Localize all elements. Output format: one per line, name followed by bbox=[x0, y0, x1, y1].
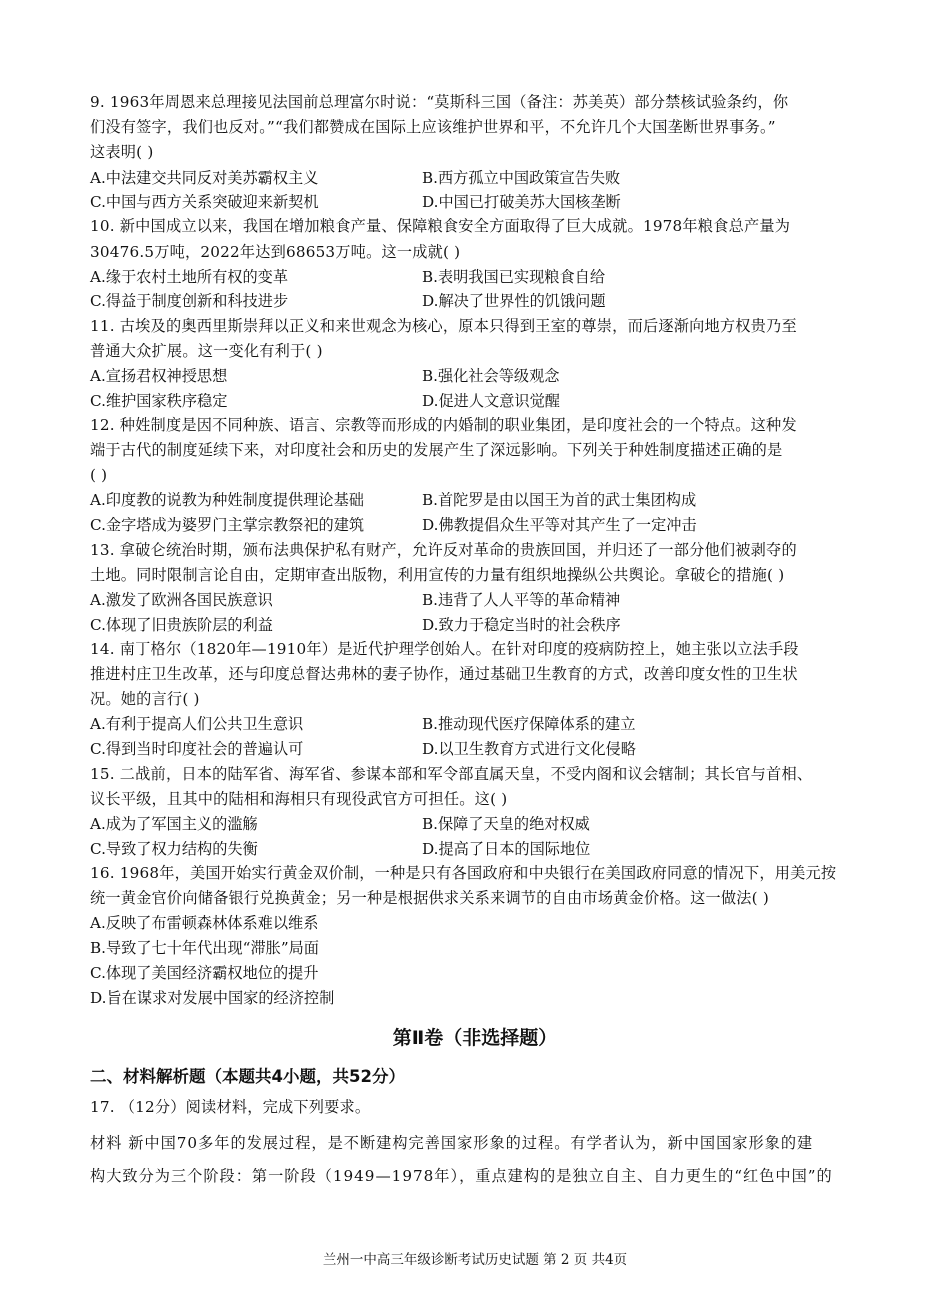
q15-option-b: B.保障了天皇的绝对权威 bbox=[422, 815, 590, 833]
q14-stem-line-3: 况。她的言行( ) bbox=[90, 690, 200, 708]
q10-option-a: A.缘于农村土地所有权的变革 bbox=[90, 268, 289, 286]
q16-option-d: D.旨在谋求对发展中国家的经济控制 bbox=[90, 989, 335, 1007]
q9-option-a: A.中法建交共同反对美苏霸权主义 bbox=[90, 169, 319, 187]
q9-stem-line-2: 们没有签字，我们也反对。”“我们都赞成在国际上应该维护世界和平，不允许几个大国垄断世界事务。” bbox=[90, 118, 776, 136]
q13-stem-line-2: 土地。同时限制言论自由，定期审查出版物，利用宣传的力量有组织地操纵公共舆论。拿破仑的措施( ) bbox=[90, 566, 785, 584]
q10-stem-line-1: 10. 新中国成立以来，我国在增加粮食产量、保障粮食安全方面取得了巨大成就。1978年粮食总产量为 bbox=[90, 217, 791, 235]
part-title: 二、材料解析题（本题共4小题，共52分） bbox=[90, 1067, 405, 1086]
q10-option-c: C.得益于制度创新和科技进步 bbox=[90, 292, 289, 310]
q14-option-b: B.推动现代医疗保障体系的建立 bbox=[422, 715, 636, 733]
q16-option-a: A.反映了布雷顿森林体系难以维系 bbox=[90, 914, 319, 932]
q12-option-c: C.金字塔成为婆罗门主掌宗教祭祀的建筑 bbox=[90, 516, 365, 534]
q9-option-c: C.中国与西方关系突破迎来新契机 bbox=[90, 193, 319, 211]
q12-option-a: A.印度教的说教为种姓制度提供理论基础 bbox=[90, 491, 364, 509]
q10-option-b: B.表明我国已实现粮食自给 bbox=[422, 268, 606, 286]
q15-option-a: A.成为了军国主义的滥觞 bbox=[90, 815, 258, 833]
q14-option-d: D.以卫生教育方式进行文化侵略 bbox=[422, 740, 636, 758]
q9-option-b: B.西方孤立中国政策宣告失败 bbox=[422, 169, 621, 187]
q12-option-b: B.首陀罗是由以国王为首的武士集团构成 bbox=[422, 491, 697, 509]
q11-stem-line-1: 11. 古埃及的奥西里斯崇拜以正义和来世观念为核心，原本只得到王室的尊崇，而后逐渐向地方权贵乃至 bbox=[90, 317, 797, 335]
q10-stem-line-2: 30476.5万吨，2022年达到68653万吨。这一成就( ) bbox=[90, 243, 461, 261]
q14-option-a: A.有利于提高人们公共卫生意识 bbox=[90, 715, 304, 733]
q13-option-d: D.致力于稳定当时的社会秩序 bbox=[422, 616, 621, 634]
section-title: 第Ⅱ卷（非选择题） bbox=[392, 1027, 558, 1049]
q12-option-d: D.佛教提倡众生平等对其产生了一定冲击 bbox=[422, 516, 697, 534]
material-line-2: 构大致分为三个阶段：第一阶段（1949—1978年），重点建构的是独立自主、自力更生的“红色中国”的 bbox=[90, 1167, 833, 1185]
material-line-1: 材料 新中国70多年的发展过程，是不断建构完善国家形象的过程。有学者认为，新中国国家形象的建 bbox=[90, 1134, 814, 1152]
q15-option-c: C.导致了权力结构的失衡 bbox=[90, 840, 258, 858]
q9-option-d: D.中国已打破美苏大国核垄断 bbox=[422, 193, 621, 211]
q11-stem-line-2: 普通大众扩展。这一变化有利于( ) bbox=[90, 342, 323, 360]
q14-stem-line-1: 14. 南丁格尔（1820年—1910年）是近代护理学创始人。在针对印度的疫病防控上，她主张以立法手段 bbox=[90, 640, 799, 658]
q11-option-c: C.维护国家秩序稳定 bbox=[90, 392, 228, 410]
q17-intro: 17. （12分）阅读材料，完成下列要求。 bbox=[90, 1098, 371, 1116]
q13-stem-line-1: 13. 拿破仑统治时期，颁布法典保护私有财产，允许反对革命的贵族回国，并归还了一部分他们被剥夺的 bbox=[90, 541, 797, 559]
q13-option-c: C.体现了旧贵族阶层的利益 bbox=[90, 616, 273, 634]
q15-stem-line-1: 15. 二战前，日本的陆军省、海军省、参谋本部和军令部直属天皇，不受内阁和议会辖制；其长官与首相、 bbox=[90, 765, 813, 783]
q12-stem-line-2: 端于古代的制度延续下来，对印度社会和历史的发展产生了深远影响。下列关于种姓制度描述正确的是 bbox=[90, 441, 783, 459]
q9-stem-line-3: 这表明( ) bbox=[90, 143, 154, 161]
q15-stem-line-2: 议长平级，且其中的陆相和海相只有现役武官方可担任。这( ) bbox=[90, 790, 508, 808]
q10-option-d: D.解决了世界性的饥饿问题 bbox=[422, 292, 606, 310]
q11-option-a: A.宣扬君权神授思想 bbox=[90, 367, 228, 385]
q12-stem-line-3: ( ) bbox=[90, 466, 108, 484]
page-footer: 兰州一中高三年级诊断考试历史试题 第 2 页 共4页 bbox=[322, 1252, 628, 1268]
q14-option-c: C.得到当时印度社会的普遍认可 bbox=[90, 740, 304, 758]
q16-option-b: B.导致了七十年代出现“滞胀”局面 bbox=[90, 939, 319, 957]
q11-option-b: B.强化社会等级观念 bbox=[422, 367, 560, 385]
q13-option-b: B.违背了人人平等的革命精神 bbox=[422, 591, 621, 609]
q14-stem-line-2: 推进村庄卫生改革，还与印度总督达弗林的妻子协作，通过基础卫生教育的方式，改善印度女性的卫生状 bbox=[90, 665, 798, 683]
q16-option-c: C.体现了美国经济霸权地位的提升 bbox=[90, 964, 319, 982]
q12-stem-line-1: 12. 种姓制度是因不同种族、语言、宗教等而形成的内婚制的职业集团，是印度社会的一个特点。这种发 bbox=[90, 416, 797, 434]
q13-option-a: A.激发了欧洲各国民族意识 bbox=[90, 591, 273, 609]
q9-stem-line-1: 9. 1963年周恩来总理接见法国前总理富尔时说：“莫斯科三国（备注：苏美英）部分禁核试验条约，你 bbox=[90, 93, 789, 111]
q16-stem-line-1: 16. 1968年，美国开始实行黄金双价制，一种是只有各国政府和中央银行在美国政府同意的情况下，用美元按 bbox=[90, 864, 837, 882]
q11-option-d: D.促进人文意识觉醒 bbox=[422, 392, 560, 410]
q16-stem-line-2: 统一黄金官价向储备银行兑换黄金；另一种是根据供求关系来调节的自由市场黄金价格。这一做法( ) bbox=[90, 889, 769, 907]
q15-option-d: D.提高了日本的国际地位 bbox=[422, 840, 591, 858]
